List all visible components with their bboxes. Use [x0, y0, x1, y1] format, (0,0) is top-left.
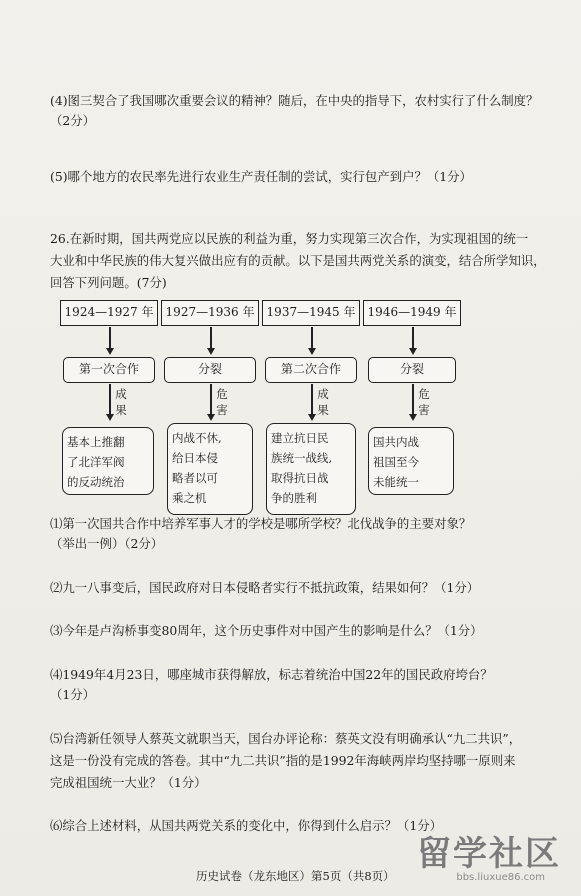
- event-box-2: 分裂: [164, 357, 256, 383]
- sub-question-4-line-1: ⑷1949年4月23日，哪座城市获得解放，标志着统治中国22年的国民政府垮台？: [50, 667, 493, 682]
- down-arrow: [210, 327, 212, 353]
- period-box-3: 1937—1945 年: [262, 300, 360, 326]
- result-box-2: 内战不休, 给日本侵 略者以可 乘之机: [167, 423, 253, 515]
- sub-question-5-line-3: 完成祖国统一大业？（1分）: [50, 775, 207, 790]
- sub-question-4-line-2: （1分）: [50, 687, 96, 702]
- period-box-4: 1946—1949 年: [363, 300, 461, 326]
- sub-question-3: ⑶今年是卢沟桥事变80周年，这个历史事件对中国产生的影响是什么？（1分）: [50, 623, 483, 638]
- down-arrow: [412, 384, 414, 419]
- question-5: (5)哪个地方的农民率先进行农业生产责任制的尝试，实行包产到户？（1分）: [50, 169, 472, 184]
- watermark-logo: 留学社区: [417, 834, 561, 874]
- period-box-2: 1927—1936 年: [161, 300, 259, 326]
- link-label-2: 危 害: [216, 387, 228, 417]
- link-label-3: 成 果: [317, 387, 329, 417]
- down-arrow: [412, 327, 414, 353]
- question-4-line: (4)图三契合了我国哪次重要会议的精神？随后，在中央的指导下，农村实行了什么制度？: [50, 93, 539, 108]
- event-box-4: 分裂: [368, 357, 456, 383]
- link-label-4: 危 害: [418, 387, 430, 417]
- question-26-line-2: 大业和中华民族的伟大复兴做出应有的贡献。以下是国共两党关系的演变，结合所学知识，: [50, 253, 546, 268]
- sub-question-1-line-1: ⑴第一次国共合作中培养军事人才的学校是哪所学校？北伐战争的主要对象？: [50, 516, 472, 531]
- result-box-3: 建立抗日民 族统一战线, 取得抗日战 争的胜利: [266, 423, 356, 515]
- question-26-line-3: 回答下列问题。(7分): [50, 275, 167, 290]
- down-arrow: [210, 384, 212, 419]
- down-arrow: [311, 384, 313, 419]
- result-box-1: 基本上推翻 了北洋军阀 的反动统治: [62, 427, 154, 495]
- period-box-1: 1924—1927 年: [60, 300, 158, 326]
- link-label-1: 成 果: [115, 387, 127, 417]
- question-4-score: （2分）: [50, 113, 96, 128]
- event-box-3: 第二次合作: [265, 357, 357, 383]
- sub-question-5-line-1: ⑸台湾新任领导人蔡英文就职当天，国台办评论称：蔡英文没有明确承认“九二共识”，: [50, 731, 522, 746]
- sub-question-2: ⑵九一八事变后，国民政府对日本侵略者实行不抵抗政策，结果如何？（1分）: [50, 580, 480, 595]
- sub-question-1-line-2: （举出一例）（2分）: [50, 536, 164, 551]
- down-arrow: [311, 327, 313, 353]
- sub-question-6: ⑹综合上述材料，从国共两党关系的变化中，你得到什么启示？（1分）: [50, 818, 442, 833]
- down-arrow: [109, 327, 111, 353]
- page-footer: 历史试卷（龙东地区）第5页（共8页）: [196, 869, 395, 883]
- watermark-url: bbs.liuxue86.com: [456, 872, 545, 883]
- sub-question-5-line-2: 这是一份没有完成的答卷。其中“九二共识”指的是1992年海峡两岸均坚持哪一原则来: [50, 753, 516, 768]
- question-26-line-1: 26.在新时期，国共两党应以民族的利益为重，努力实现第三次合作，为实现祖国的统一: [50, 231, 529, 246]
- result-box-4: 国共内战 祖国至今 未能统一: [368, 427, 454, 495]
- down-arrow: [109, 384, 111, 419]
- event-box-1: 第一次合作: [63, 357, 155, 383]
